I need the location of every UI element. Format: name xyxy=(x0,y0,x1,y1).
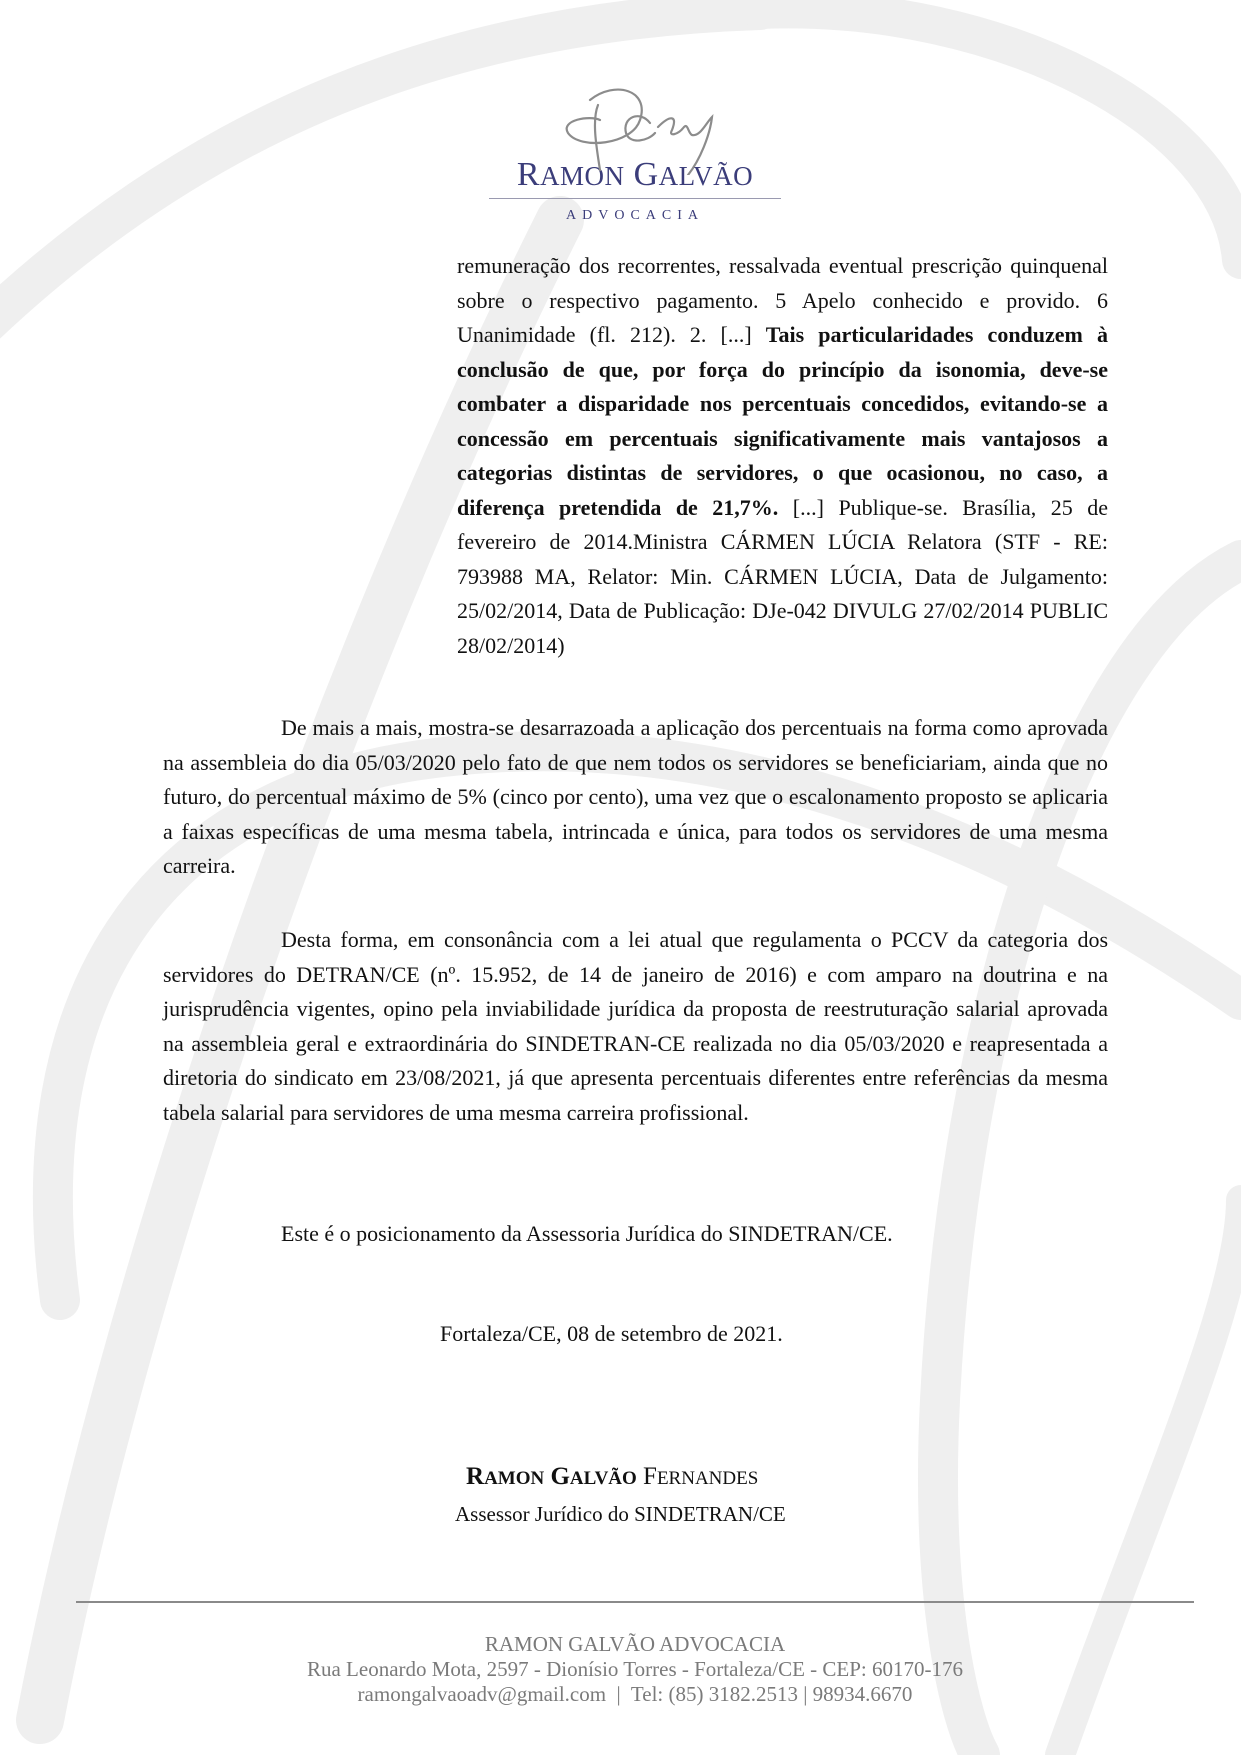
place-date: Fortaleza/CE, 08 de setembro de 2021. xyxy=(440,1321,783,1346)
logo-subtitle: ADVOCACIA xyxy=(566,208,704,223)
body-paragraph-2: Desta forma, em consonância com a lei atual que regulamenta o PCCV da categoria dos servidores do DETRAN/CE (nº. 15.952, de 14 de janeiro de 2016) e com amparo na doutrina e na jurisprudência vigentes, opino pela inviabilidade jurídica da proposta de reestruturação salarial aprovada na assembleia geral e extraordinária do SINDETRAN-CE realizada no dia 05/03/2020 e reapresentada a diretoria do sindicato em 23/08/2021, já que apresenta percentuais diferentes entre referências da mesma tabela salarial para servidores de uma mesma carreira profissional. xyxy=(163,927,1108,1125)
signatory-role: Assessor Jurídico do SINDETRAN/CE xyxy=(455,1502,786,1526)
logo-signature-icon xyxy=(560,75,730,175)
footer xyxy=(76,1632,1194,1707)
quote-text-start: remuneração dos recorrentes, ressalvada eventual prescrição quinquenal sobre o respectivo pagamento. 5 Apelo conhecido e provido. 6 Unanimidade (fl. 212). 2. [...] xyxy=(457,253,1108,347)
quote-bold-text: Tais particularidades conduzem à conclusão de que, por força do princípio da isonomia, deve-se combater a disparidade nos percentuais concedidos, evitando-se a concessão em percentuais significativamente mais vantajosos a categorias distintas de servidores, o que ocasionou, no caso, a diferença pretendida de 21,7%. xyxy=(457,322,1108,520)
footer-firm-name: RAMON GALVÃO ADVOCACIA xyxy=(484,1632,786,1656)
logo-wordmark: RAMON GALVÃO xyxy=(516,156,754,193)
signatory-name: RAMON GALVÃO FERNANDES xyxy=(466,1463,759,1490)
closing-statement: Este é o posicionamento da Assessoria Jurídica do SINDETRAN/CE. xyxy=(281,1221,893,1246)
footer-divider xyxy=(76,1601,1194,1603)
jurisprudence-quote xyxy=(457,249,1108,663)
footer-address: Rua Leonardo Mota, 2597 - Dionísio Torres - Fortaleza/CE - CEP: 60170-176 xyxy=(306,1657,964,1681)
footer-contact: ramongalvaoadv@gmail.com | Tel: (85) 3182.2513 | 98934.6670 xyxy=(357,1682,913,1706)
quote-text-end: [...] Publique-se. Brasília, 25 de fevereiro de 2014.Ministra CÁRMEN LÚCIA Relatora (STF - RE: 793988 MA, Relator: Min. CÁRMEN LÚCIA, Data de Julgamento: 25/02/2014, Data de Publicação: DJe-042 DIVULG 27/02/2014 PUBLIC 28/02/2014) xyxy=(457,494,1108,658)
logo-divider xyxy=(489,198,781,199)
body-paragraph-1: De mais a mais, mostra-se desarrazoada a aplicação dos percentuais na forma como aprovada na assembleia do dia 05/03/2020 pelo fato de que nem todos os servidores se beneficiariam, ainda que no futuro, do percentual máximo de 5% (cinco por cento), uma vez que o escalonamento proposto se aplicaria a faixas específicas de uma mesma tabela, intrincada e única, para todos os servidores de uma mesma carreira. xyxy=(163,715,1108,879)
